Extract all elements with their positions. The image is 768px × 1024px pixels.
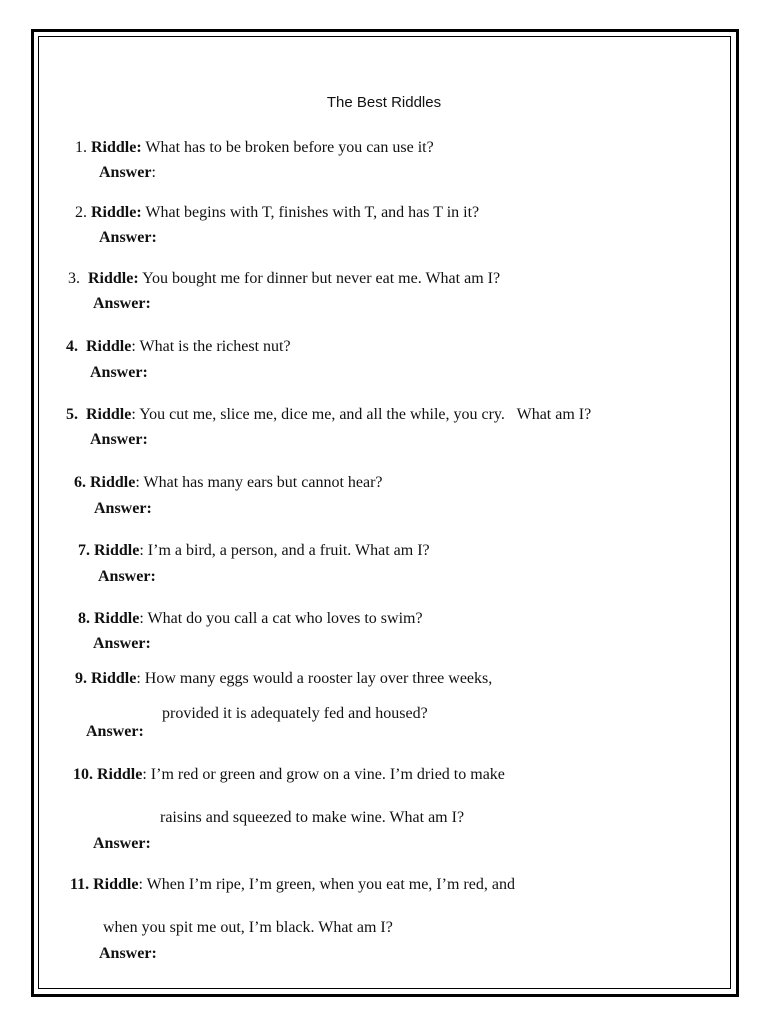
riddle-number: 1. <box>75 139 87 156</box>
riddle-label: Riddle <box>93 876 139 893</box>
answer-line <box>94 500 152 518</box>
riddle-number: 8. <box>78 610 90 627</box>
riddle-number: 2. <box>75 204 87 221</box>
riddle-label: Riddle <box>91 204 137 221</box>
riddle-number: 7. <box>78 542 90 559</box>
riddle-question-continuation: raisins and squeezed to make wine. What am I? <box>160 809 465 826</box>
riddle-number: 10. <box>73 766 93 783</box>
page-title: The Best Riddles <box>326 94 442 111</box>
riddle-colon: : <box>139 610 144 627</box>
answer-line <box>99 945 157 963</box>
riddle-question-text: What is the richest nut? <box>139 338 291 355</box>
riddle-question-text: What begins with T, finishes with T, and has T in it? <box>145 204 480 221</box>
riddle-label: Riddle <box>88 270 134 287</box>
answer-label: Answer <box>94 500 147 517</box>
answer-label: Answer <box>86 723 139 740</box>
riddle-colon: : <box>136 139 142 156</box>
riddle-colon: : <box>131 406 136 423</box>
riddle-label: Riddle <box>97 766 143 783</box>
riddle-question-text: You cut me, slice me, dice me, and all the while, you cry. What am I? <box>139 406 592 423</box>
answer-line <box>90 364 148 382</box>
answer-colon: : <box>151 229 157 246</box>
riddle-question-line <box>70 876 515 894</box>
answer-colon: : <box>145 295 151 312</box>
answer-label: Answer <box>90 364 143 381</box>
answer-label: Answer <box>98 568 151 585</box>
riddle-colon: : <box>139 542 144 559</box>
riddle-label: Riddle <box>90 474 136 491</box>
riddle-colon: : <box>138 876 143 893</box>
answer-label: Answer <box>90 431 143 448</box>
riddle-question-text: I’m red or green and grow on a vine. I’m dried to make <box>150 766 505 783</box>
riddle-question-continuation: provided it is adequately fed and housed? <box>162 705 428 722</box>
answer-colon: : <box>150 568 156 585</box>
riddle-colon: : <box>131 338 136 355</box>
riddle-colon: : <box>136 670 141 687</box>
answer-line <box>99 229 157 247</box>
riddle-question-line <box>74 474 383 492</box>
answer-line <box>93 295 151 313</box>
answer-colon: : <box>151 945 157 962</box>
riddle-question-line <box>78 542 430 560</box>
answer-line <box>99 164 156 182</box>
riddle-question-line <box>78 610 423 628</box>
riddle-label: Riddle <box>86 338 132 355</box>
answer-colon: : <box>138 723 144 740</box>
riddle-colon: : <box>136 204 142 221</box>
riddle-question-text: You bought me for dinner but never eat me. What am I? <box>142 270 501 287</box>
riddle-number: 3. <box>68 270 80 287</box>
riddle-question-text: How many eggs would a rooster lay over three weeks, <box>144 670 493 687</box>
riddle-question-line <box>68 270 500 288</box>
answer-label: Answer <box>93 635 146 652</box>
riddle-question-text: What has to be broken before you can use it? <box>145 139 434 156</box>
riddle-question-line <box>75 139 434 157</box>
riddle-label: Riddle <box>94 542 140 559</box>
riddle-number: 9. <box>75 670 87 687</box>
riddle-colon: : <box>135 474 140 491</box>
answer-label: Answer <box>99 229 152 246</box>
answer-label: Answer <box>99 164 152 181</box>
riddle-question-line <box>75 670 492 688</box>
answer-line <box>93 835 151 853</box>
riddle-question-text: I’m a bird, a person, and a fruit. What am I? <box>147 542 430 559</box>
riddle-number: 5. <box>66 406 78 423</box>
answer-label: Answer <box>93 295 146 312</box>
riddle-question-text: What do you call a cat who loves to swim? <box>147 610 423 627</box>
riddle-question-continuation: when you spit me out, I’m black. What am I? <box>103 919 393 936</box>
answer-colon: : <box>142 364 148 381</box>
answer-colon: : <box>145 835 151 852</box>
riddle-question-line <box>66 338 291 356</box>
answer-label: Answer <box>93 835 146 852</box>
answer-colon: : <box>145 635 151 652</box>
riddle-colon: : <box>133 270 139 287</box>
riddle-number: 11. <box>70 876 90 893</box>
answer-line <box>86 723 144 741</box>
answer-colon: : <box>146 500 152 517</box>
riddle-label: Riddle <box>91 670 137 687</box>
riddle-question-line <box>66 406 591 424</box>
riddle-question-line <box>75 204 479 222</box>
riddle-label: Riddle <box>91 139 137 156</box>
answer-line <box>90 431 148 449</box>
riddle-colon: : <box>142 766 147 783</box>
answer-colon: : <box>151 164 156 181</box>
riddle-number: 4. <box>66 338 78 355</box>
answer-line <box>98 568 156 586</box>
riddle-label: Riddle <box>94 610 140 627</box>
answer-line <box>93 635 151 653</box>
riddle-question-text: What has many ears but cannot hear? <box>143 474 383 491</box>
riddle-question-line <box>73 766 505 784</box>
answer-label: Answer <box>99 945 152 962</box>
answer-colon: : <box>142 431 148 448</box>
riddle-number: 6. <box>74 474 86 491</box>
riddle-question-text: When I’m ripe, I’m green, when you eat me, I’m red, and <box>146 876 515 893</box>
riddle-label: Riddle <box>86 406 132 423</box>
